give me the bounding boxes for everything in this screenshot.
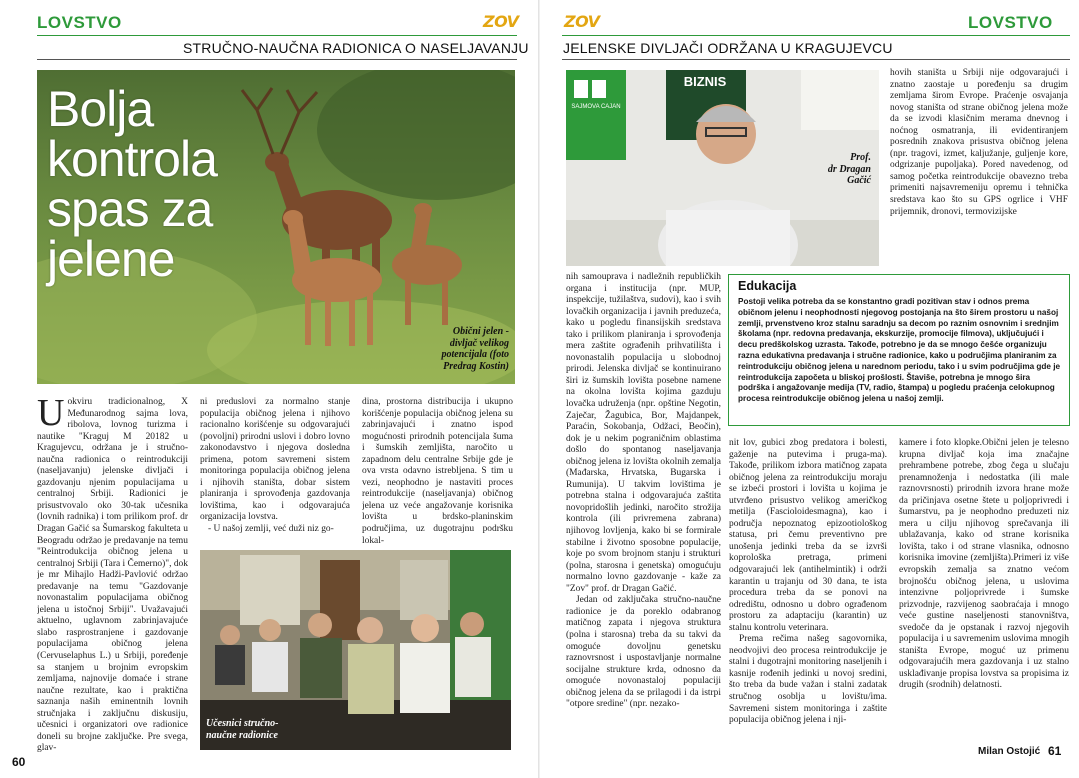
left-col2-text-b: - U našoj zemlji, već duži niz go- xyxy=(208,524,334,535)
title-line-4: jelene xyxy=(47,231,175,287)
left-column-2 xyxy=(200,397,350,547)
right-colc-bottom-text: kamere i foto klopke.Obični jelen je telesno krupna divljač koja ima značajne prehrambene potrebe, zbog čega u slučaju prenamnoženja i nedostatka (ili male raznovrsnosti) prirodnih izvora hrane može da pričinjava osetne štete u poljoprivredi i šumarstvu, pa je neophodno preduzeti niz mera u cilju njihovog sprečavanja ili ublažavanja, kako od strane korisnika lovišta, tako i od strane vlasnika, odnosno korisnika imovine (zemljišta).Primeri iz više evropskih zemalja sa znatno većom brojnošću običnog jelena, u uslovima intenzivne poljoprivrede i šumske prizvodnje, razvijenog saobraćaja i mnogo veće gustine naseljenosti stanovništva, svedoče da je opstanak i razvoj njegovih populacija i u savremenim uslovima mnogih staništa Evrope, moguć uz primenu odgovarajućih mera gazdovanja i uz stalno usklađivanje propisa lovstva sa propisima iz drugih (srodnih) delatnosti. xyxy=(899,438,1069,691)
deer-caption-line: potencijala (foto xyxy=(441,349,509,360)
title-line-1: Bolja xyxy=(47,81,154,137)
audience-caption-line: Učesnici stručno- xyxy=(206,718,279,729)
author-name: Milan Ostojić xyxy=(978,746,1041,757)
right-column-c-top xyxy=(890,68,1068,268)
professor-caption xyxy=(828,152,871,187)
headline-rule-right xyxy=(562,59,1070,60)
professor-photo xyxy=(566,70,879,266)
right-column-c-bottom xyxy=(899,438,1069,744)
left-column-1 xyxy=(37,397,188,755)
header-rule-left xyxy=(37,35,517,36)
page-number-right: 61 xyxy=(1048,744,1062,758)
right-column-b xyxy=(729,438,887,756)
professor-caption-line: Prof. xyxy=(850,152,871,163)
education-box-title: Edukacija xyxy=(738,279,797,293)
right-colb-text: nit lov, gubici zbog predatora i bolesti, gaženje na putevima i pruga-ma). Takođe, prilikom izbora matičnog zapata običnog jelena za reintrodukciju moraju se izbeći prostori i lovišta u kojima je utvrđeno prisustvo velikog američkog metilja (Fascioloidesmagna), kao i područja nepoznatog epizootiološkog statusa, pri čemu preventivno pre unošenja jedinki treba da se izvrši koprološka pretraga, primeni odgovarajući lek (antihelmintik) i održi karantin u trajanju od 30 dana, te ista procedura treba da se ponovi na odredištu, odnosno u dobro ograđenom prostoru za adaptaciju (karantin) uz stalnu kontrolu veterinara. xyxy=(729,438,887,633)
left-col3-text: dina, prostorna distribucija i ukupno korišćenje populacija običnog jelena su zabrinjavajući i znatno ispod mogućnosti prirodnih potencijala šuma i šumskih zemljišta, naročito u zapadnom delu centralne Srbije gde je ova vrsta odavno istrebljena. S tim u vezi, neophodno je nastaviti proces reintrodukcije (naseljavanja) običnog jelena uz veće angažovanje korisnika lovišta u brdsko-planinskim područjima, uz dugotrajnu podršku lokal- xyxy=(362,397,513,546)
professor-caption-line: Gačić xyxy=(847,175,871,186)
banner-text: BIZNIS xyxy=(683,74,727,89)
article-title xyxy=(47,81,217,287)
left-col2-text: ni preduslovi za normalno stanje populacija običnog jelena i njihovo racionalno korišćenje su odgovarajući (povoljni) prirodni uslovi i dobro lovno zakonodavstvo i njegova dosledna primena, potom savremeni sistem monitoringa populacija običnog jelena i njihovih staništa, dobar sistem planiranja i sprovođenja gazdovanja lovištima, kao i odgovarajuća organizacija lovstva. xyxy=(200,397,350,523)
deer-caption-line: Predrag Kostin) xyxy=(443,360,509,372)
audience-photo xyxy=(200,550,511,750)
education-box-text: Postoji velika potreba da se konstantno gradi pozitivan stav i odnos prema običnom jelenu i neophodnosti njegovog postojanja na što širem prostoru u našoj zemlji, prvenstveno kroz stalnu saradnju sa decom po raznim osnovnim i srednjim školama (npr. redovna predavanja, ekskurzije, promocije filmova), uključujući i decu predškolskog uzrasta. Takođe, potrebno je da se mnogo češće organizuju razna edukativna predavanja i stručne radionice, kako u područjima planiranim za reintrodukciju običnog jelena u narednom periodu, tako i u svim područjima gde je reintrodukcija započeta u bliskoj prošlosti. Štaviše, potrebna je mnogo šira podrška i angažovanje medija (TV, radio, štampa) u pogledu praćenja celokupnog procesa reintrodukcije običnog jelena u našoj zemlji. xyxy=(738,297,1061,404)
left-col1-text: okviru tradicionalnog, X Međunarodnog sajma lova, ribolova, lovnog turizma i nautike "Kraguj M 20182 u Kragujevcu, održana je i stručno-naučna radionica o reintrodukciji (naseljavanju) jelenske divljači i gazdovanju njenim populacijama u centralnoj Srbiji. Radionici je prisustvovalo oko 30-tak učesnika (lovnih radnika) i tom prilikom prof. dr Dragan Gačić sa Šumarskog fakulteta u Beogradu održao je predavanje na temu "Reintrodukcija običnog jelena u centralnoj Srbiji (Tara i Čemerno)", dok je mr Mihajlo Hadži-Pavlović održao predavanje na temu "Gazdovanje novonastalim populacijama običnog jelena u istočnoj Srbiji". Uvažavajući aktuelno, uglavnom zabrinjavajuće slabo rasprostranjene i gazdovanje populacijama običnog jelena (Cervuselaphus L.) u Srbiji, poređenje sa stanjem u brojnim evropskim zemljama, najnovije domaće i strane naučne rezultate, kao i praktična saznanja naših eminentnih lovnih stručnjaka i zaključnu diskusiju, učesnici i organizatori ove radionice doneli su brojne zaključke. Pre svega, glav- xyxy=(37,397,188,754)
right-colc-top-text: hovih staništa u Srbiji nije odgovarajući i znatno zaostaje u poređenju sa drugim zemljama širom Evrope. Praćenje osvajanja novog staništa od strane običnog jelena može da se izvodi klasičnim merama dnevnog i noćnog osmatranja, ili evidentiranjem posrednih znakova prisustva običnog jelena (npr. tragovi, izmet, kaljužanje, guljenje kore, odgrizanje pupoljaka). Pored navedenog, od samog početka reintrodukcije obavezno treba primeniti najsavremeniju opremu i tehnička sredstava kao što su GPS ogrlice i VHF prijemnik, dronovi, termovizijske xyxy=(890,68,1068,217)
professor-caption-line: dr Dragan xyxy=(827,163,871,175)
headline-left: STRUČNO-NAUČNA RADIONICA O NASELJAVANJU xyxy=(183,40,529,56)
right-cola-text-2: Jedan od zaključaka stručno-naučne radionice je da poreklo odabranog matičnog zapata i njegova struktura (polna i starosna) treba da su takvi da omoguće dovoljnu genetsku raznovrsnost i uspostavljanje normalne socijalne strukture krda, odnosno da omoguće novonastaloj populaciji običnog jelena da se prilagodi i da istrpi "otpore sredine" (npr. nezako- xyxy=(566,595,721,710)
left-column-3 xyxy=(362,397,513,547)
deer-caption-line: Obični jelen - xyxy=(452,326,509,337)
drop-cap: U xyxy=(37,397,65,434)
deer-photo xyxy=(37,70,515,384)
audience-caption xyxy=(206,718,279,741)
section-label-left: LOVSTVO xyxy=(37,13,122,32)
header-rule-right xyxy=(562,35,1070,36)
banner-subtext: SAJMOVA CAJAN xyxy=(571,104,621,110)
title-line-2: kontrola xyxy=(47,131,217,187)
right-column-a xyxy=(566,272,721,756)
zov-logo-left: ZOV xyxy=(483,12,519,31)
page-gutter xyxy=(538,0,540,778)
page-number-left: 60 xyxy=(12,755,26,769)
education-box xyxy=(728,274,1070,426)
right-colb-text-2: Prema rečima našeg sagovornika, neodvojivi deo procesa reintrodukcije je stalni i dugotrajni monitoring naseljenih i kasnije rođenih jedinki u novoj sredini, što treba da bude važan i stalni zadatak stručnog osoblja u lovištu/ima. Savremeni sistem monitoringa i zaštite populacija običnog jelena i nji- xyxy=(729,634,887,726)
section-label-right: LOVSTVO xyxy=(968,13,1053,32)
title-line-3: spas za xyxy=(47,181,213,237)
audience-caption-line: naučne radionice xyxy=(206,729,278,741)
headline-right: JELENSKE DIVLJAČI ODRŽANA U KRAGUJEVCU xyxy=(563,40,893,56)
deer-caption xyxy=(442,326,510,372)
headline-rule-left xyxy=(37,59,517,60)
deer-caption-line: divljač velikog xyxy=(449,337,509,349)
zov-logo-right: ZOV xyxy=(564,12,600,31)
right-cola-text: nih samouprava i nadležnih republičkih organa i institucija (npr. MUP, inspekcije, tužilaštva, sudovi), kao i svih lovačkih organizacija i javnih preduzeća, kako u pogledu finansijskih sredstava tako i prilikom planiranja i sprovođenja mera zaštite ograđenih prihvatilišta i novonastalih populacija u slobodnoj prirodi. Jelenska divljač se kontinuirano širi iz šumskih lovišta posebne namene na okolna lovišta kojima gazduju lovačka udruženja (npr. opštine Negotin, Zaječar, Žagubica, Bor, Majdanpek, Paraćin, Sokobanja, Odžaci, Beočin), dok je u nekim pograničnim oblastima došlo do spontanog naseljavanja običnog jelena iz lovišta okolnih zemalja (Mađarska, Hrvatska, Bugarska i Rumunija). U takvim lovištima je potrebna stalna i odgovarajuća zaštita novopridošlih jedinki, naročito strožija kontrola (ili privremena zabrana) njihovog lovljenja, kako bi se formirale stabilne i životno sposobne populacije, koje po svom brojnom stanju i strukturi (polna, starosna i genetska) omogućuju normalno lovno gazdovanje - kaže za "Zov" prof. dr Dragan Gačić. xyxy=(566,272,721,594)
